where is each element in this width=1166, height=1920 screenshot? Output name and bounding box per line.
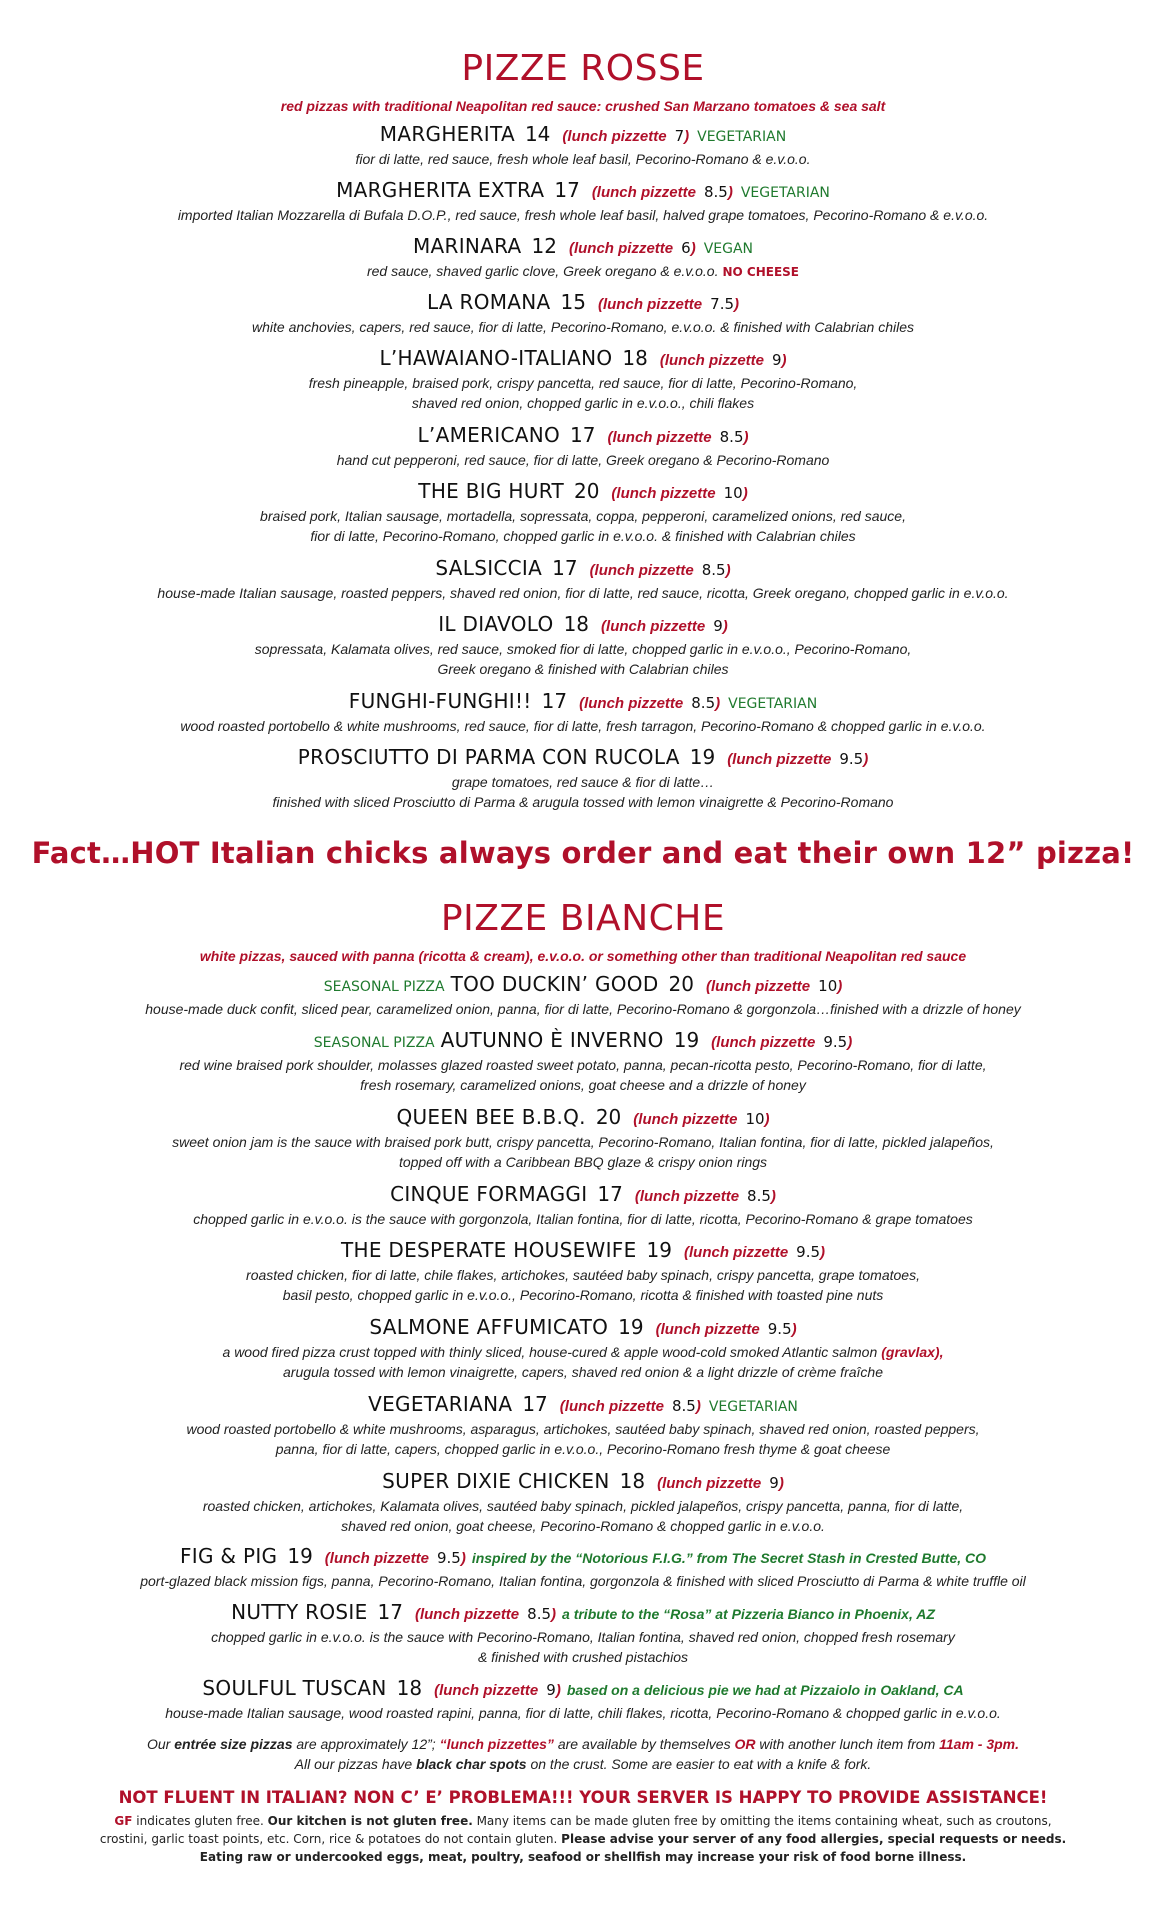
footer-text: are available by themselves [553,1736,735,1752]
lunch-pizzette [590,556,731,580]
menu-item-title [0,745,1166,769]
lunch-close: ) [770,1188,776,1205]
lunch-label: (lunch pizzette [559,1398,664,1415]
description-text: house-made Italian sausage, roasted peppers, shaved red onion, fior di latte, red sauce, ricotta, Greek oregano, chopped garlic in e.v.o.o. [157,585,1009,601]
lunch-label: (lunch pizzette [579,695,684,712]
item-description [0,1627,1166,1647]
lunch-price: 8.5 [671,1397,696,1415]
lunch-pizzette [325,1544,466,1568]
item-description [0,1285,1166,1305]
description-text: a wood fired pizza crust topped with thinly sliced, house-cured & apple wood-cold smoked Atlantic salmon [222,1344,878,1360]
inspiration-note: inspired by the “Notorious F.I.G.” from The Secret Stash in Crested Butte, CO [471,1550,987,1566]
menu-item-title [0,972,1166,996]
lunch-pizzette [415,1600,556,1624]
lunch-label: (lunch pizzette [414,1606,520,1623]
menu-item-title [0,556,1166,580]
menu-item-title [0,1392,1166,1416]
fine-emphasis: Please advise your server of any food allergies, special requests or needs. [561,1832,1067,1846]
lunch-label: (lunch pizzette [568,240,674,257]
item-name: AUTUNNO È INVERNO [440,1028,664,1052]
item-name: L’HAWAIANO-ITALIANO [379,346,613,370]
item-name: CINQUE FORMAGGI [390,1182,588,1206]
description-text: sopressata, Kalamata olives, red sauce, smoked fior di latte, chopped garlic in e.v.o.o., Pecorino-Romano, [254,641,912,657]
item-description [0,1342,1166,1362]
lunch-close: ) [791,1321,797,1338]
item-description [0,393,1166,413]
description-text: house-made duck confit, sliced pear, caramelized onion, panna, fior di latte, Pecorino-Romano & gorgonzola…finished with a drizzle of honey [145,1001,1021,1017]
description-text: fresh rosemary, caramelized onions, goat cheese and a drizzle of honey [360,1077,806,1093]
item-description [0,261,1166,282]
menu-item-title [0,1028,1166,1052]
lunch-label: (lunch pizzette [611,485,716,502]
lunch-label: (lunch pizzette [727,751,832,768]
menu-item-title [0,612,1166,636]
item-name: SALMONE AFFUMICATO [369,1315,609,1339]
diet-tag: VEGAN [703,241,754,257]
footer-emphasis-red: 11am - 3pm. [939,1736,1020,1752]
item-description [0,1055,1166,1075]
inspiration-note: a tribute to the “Rosa” at Pizzeria Bianco in Phoenix, AZ [562,1606,935,1622]
item-price: 17 [377,1600,403,1624]
fine-text: Many items can be made gluten free by omitting the items containing wheat, such as croutons, [472,1814,1052,1828]
section-subtitle-rosse: red pizzas with traditional Neapolitan red sauce: crushed San Marzano tomatoes & sea salt [280,98,886,114]
item-name: SALSICCIA [435,556,543,580]
lunch-label: (lunch pizzette [597,296,703,313]
item-description [0,792,1166,812]
menu-item-title [0,122,1166,146]
description-text: port-glazed black mission figs, panna, Pecorino-Romano, Italian fontina, gorgonzola & finished with sliced Prosciutto di Parma & white truffle oil [140,1573,1026,1589]
footer-text: are approximately 12”; [292,1736,440,1752]
lunch-close: ) [727,184,733,201]
item-name: NUTTY ROSIE [231,1600,368,1624]
lunch-pizzette [560,1392,701,1416]
menu-item-title [0,290,1166,314]
item-description [0,1439,1166,1459]
gluten-notice-line-2 [0,1830,1166,1848]
footer-line-2 [0,1756,1166,1772]
lunch-price: 6 [681,239,691,257]
lunch-price: 8.5 [527,1605,552,1623]
item-price: 19 [287,1544,313,1568]
lunch-close: ) [863,751,869,768]
lunch-label: (lunch pizzette [684,1244,789,1261]
item-description [0,149,1166,169]
seasonal-tag: SEASONAL PIZZA [313,1035,435,1051]
item-name: IL DIAVOLO [438,612,554,636]
lunch-close: ) [555,1682,561,1699]
lunch-label: (lunch pizzette [634,1188,740,1205]
item-description [0,1496,1166,1516]
description-text: fior di latte, red sauce, fresh whole leaf basil, Pecorino-Romano & e.v.o.o. [355,151,811,167]
lunch-price: 8.5 [719,428,744,446]
item-description [0,659,1166,679]
item-price: 19 [673,1028,700,1052]
section-subtitle-bianche: white pizzas, sauced with panna (ricotta & cream), e.v.o.o. or something other than traditional Neapolitan red sauce [199,948,967,964]
item-name: THE BIG HURT [418,479,564,503]
description-text: wood roasted portobello & white mushrooms, red sauce, fior di latte, fresh tarragon, Pecorino-Romano & chopped garlic in e.v.o.o. [180,718,986,734]
description-text: braised pork, Italian sausage, mortadella, sopressata, coppa, pepperoni, caramelized onions, red sauce, [260,508,906,524]
description-text: sweet onion jam is the sauce with braised pork butt, crispy pancetta, Pecorino-Romano, Italian fontina, fior di latte, pickled jalapeños, [172,1134,994,1150]
item-name: SUPER DIXIE CHICKEN [382,1469,610,1493]
item-price: 17 [554,178,580,202]
inspiration-note: based on a delicious pie we had at Pizzaiolo in Oakland, CA [566,1682,964,1698]
item-price: 17 [522,1392,548,1416]
item-name: PROSCIUTTO DI PARMA CON RUCOLA [297,745,680,769]
menu-item-title [0,1469,1166,1493]
item-name: QUEEN BEE B.B.Q. [396,1105,586,1129]
item-price: 20 [573,479,600,503]
lunch-price: 9 [713,617,723,635]
description-text: red sauce, shaved garlic clove, Greek oregano & e.v.o.o. [366,263,719,279]
description-text: finished with sliced Prosciutto di Parma & arugula tossed with lemon vinaigrette & Pecorino-Romano [272,794,894,810]
lunch-pizzette [579,689,720,713]
description-text: chopped garlic in e.v.o.o. is the sauce with Pecorino-Romano, Italian fontina, shaved red onion, chopped fresh rosemary [211,1629,955,1645]
item-description [0,506,1166,526]
lunch-label: (lunch pizzette [657,1475,762,1492]
fine-emphasis: Eating raw or undercooked eggs, meat, poultry, seafood or shellfish may increase your risk of food borne illness. [199,1850,967,1864]
description-text: imported Italian Mozzarella di Bufala D.O.P., red sauce, fresh whole leaf basil, halved grape tomatoes, Pecorino-Romano & e.v.o.o. [177,207,989,223]
lunch-pizzette [706,972,842,996]
item-price: 18 [619,1469,646,1493]
item-description [0,1571,1166,1591]
item-description [0,639,1166,659]
item-price: 17 [597,1182,623,1206]
description-text: roasted chicken, artichokes, Kalamata olives, sautéed baby spinach, pickled jalapeños, crispy pancetta, panna, fior di latte, [202,1498,964,1514]
lunch-label: (lunch pizzette [324,1550,429,1567]
menu-item-title [0,423,1166,447]
lunch-close: ) [715,695,721,712]
description-note: (gravlax), [881,1344,944,1360]
lunch-price: 8.5 [703,183,728,201]
footer-text: All our pizzas have [294,1756,417,1772]
footer-line-1 [0,1736,1166,1752]
description-text: roasted chicken, fior di latte, chile flakes, artichokes, sautéed baby spinach, crispy pancetta, grape tomatoes, [246,1267,920,1283]
description-text: hand cut pepperoni, red sauce, fior di latte, Greek oregano & Pecorino-Romano [336,452,830,468]
lunch-pizzette [569,234,696,258]
lunch-pizzette [592,178,733,202]
item-description [0,583,1166,603]
item-price: 17 [570,423,596,447]
lunch-close: ) [460,1550,466,1567]
menu-item-title [0,1600,1166,1624]
description-text: shaved red onion, chopped garlic in e.v.o.o., chili flakes [411,395,755,411]
fine-text: crostini, garlic toast points, etc. Corn, rice & potatoes do not contain gluten. [99,1832,562,1846]
lunch-close: ) [684,128,690,145]
description-text: white anchovies, capers, red sauce, fior di latte, Pecorino-Romano, e.v.o.o. & finished with Calabrian chiles [252,319,914,335]
item-description [0,317,1166,337]
lunch-price: 9 [546,1681,556,1699]
lunch-price: 10 [818,977,838,995]
description-text: red wine braised pork shoulder, molasses glazed roasted sweet potato, panna, pecan-ricotta pesto, Pecorino-Romano, fior di latte, [179,1057,987,1073]
lunch-label: (lunch pizzette [655,1321,760,1338]
lunch-pizzette [633,1105,769,1129]
footer-text: on the crust. Some are easier to eat with a knife & fork. [526,1756,872,1772]
lunch-label: (lunch pizzette [659,352,764,369]
item-description [0,1152,1166,1172]
lunch-price: 9.5 [436,1549,461,1567]
menu-item-title [0,346,1166,370]
diet-tag: VEGETARIAN [697,129,787,145]
lunch-price: 8.5 [747,1187,771,1205]
lunch-price: 10 [745,1110,765,1128]
section-title-bianche: PIZZE BIANCHE [440,898,726,939]
lunch-close: ) [742,485,748,502]
description-text: Greek oregano & finished with Calabrian chiles [437,661,729,677]
item-price: 20 [668,972,694,996]
lunch-pizzette [434,1676,561,1700]
lunch-price: 8.5 [691,694,716,712]
item-description [0,526,1166,546]
lunch-label: (lunch pizzette [591,184,696,201]
fine-text: indicates gluten free. [132,1814,268,1828]
lunch-price: 8.5 [701,561,726,579]
lunch-pizzette [598,290,739,314]
lunch-price: 7.5 [710,295,735,313]
footer-emphasis-red: OR [734,1736,756,1752]
lunch-pizzette [657,1469,784,1493]
lunch-close: ) [781,352,787,369]
lunch-close: ) [820,1244,826,1261]
description-text: arugula tossed with lemon vinaigrette, capers, shaved red onion & a light drizzle of crème fraîche [283,1364,883,1380]
item-description [0,1362,1166,1382]
lunch-price: 9.5 [839,750,864,768]
item-name: TOO DUCKIN’ GOOD [450,972,659,996]
lunch-close: ) [778,1475,784,1492]
item-price: 15 [560,290,586,314]
item-name: SOULFUL TUSCAN [202,1676,387,1700]
item-price: 18 [563,612,590,636]
item-description [0,716,1166,736]
item-price: 18 [396,1676,423,1700]
menu-item-title [0,234,1166,258]
lunch-close: ) [690,240,696,257]
lunch-close: ) [551,1606,557,1623]
lunch-close: ) [725,562,731,579]
lunch-close: ) [847,1034,853,1051]
menu-item-title [0,178,1166,202]
item-description [0,1209,1166,1229]
lunch-label: (lunch pizzette [589,562,694,579]
lunch-close: ) [722,618,728,635]
item-price: 14 [524,122,551,146]
lunch-close: ) [743,429,749,446]
item-price: 20 [595,1105,622,1129]
item-description [0,450,1166,470]
lunch-label: (lunch pizzette [434,1682,539,1699]
description-text: wood roasted portobello & white mushrooms, asparagus, artichokes, sautéed baby spinach, shaved red onion, roasted peppers, [186,1421,980,1437]
footer-text: Our [146,1736,175,1752]
footer-emphasis-red: “lunch pizzettes” [439,1736,554,1752]
assistance-banner: NOT FLUENT IN ITALIAN? NON C’ E’ PROBLEMA!!! YOUR SERVER IS HAPPY TO PROVIDE ASSISTANCE! [118,1788,1048,1807]
menu-item-title [0,689,1166,713]
item-description [0,1516,1166,1536]
fine-emphasis: Our kitchen is not gluten free. [267,1814,473,1828]
lunch-price: 7 [674,127,685,145]
diet-tag: VEGETARIAN [728,696,818,712]
item-price: 19 [646,1238,672,1262]
lunch-pizzette [635,1182,776,1206]
menu-item-title [0,1676,1166,1700]
lunch-pizzette [660,346,787,370]
item-name: LA ROMANA [426,290,551,314]
item-description [0,1419,1166,1439]
lunch-pizzette [656,1315,797,1339]
item-name: MARGHERITA [379,122,515,146]
description-text: basil pesto, chopped garlic in e.v.o.o., Pecorino-Romano, ricotta & finished with toasted pine nuts [282,1287,884,1303]
lunch-price: 9.5 [767,1320,792,1338]
lunch-pizzette [562,122,689,146]
lunch-pizzette [684,1238,825,1262]
item-price: 19 [689,745,716,769]
menu-item-title [0,1182,1166,1206]
item-name: MARINARA [412,234,522,258]
lunch-pizzette [601,612,728,636]
food-safety-notice [0,1848,1166,1866]
item-description [0,205,1166,225]
description-text: panna, fior di latte, capers, chopped garlic in e.v.o.o., Pecorino-Romano fresh thyme & goat cheese [275,1441,891,1457]
description-text: fresh pineapple, braised pork, crispy pancetta, red sauce, fior di latte, Pecorino-Romano, [308,375,858,391]
lunch-label: (lunch pizzette [607,429,712,446]
footer-text: with another lunch item from [755,1736,940,1752]
item-name: MARGHERITA EXTRA [336,178,545,202]
menu-item-title [0,1315,1166,1339]
gf-label: GF [114,1814,133,1828]
lunch-close: ) [764,1111,770,1128]
menu-item-title [0,1105,1166,1129]
item-description [0,1703,1166,1723]
lunch-label: (lunch pizzette [711,1034,816,1051]
menu-item-title [0,1544,1166,1568]
lunch-price: 9 [772,351,782,369]
description-text: chopped garlic in e.v.o.o. is the sauce with gorgonzola, Italian fontina, fior di latte, ricotta, Pecorino-Romano & grape tomatoes [193,1211,973,1227]
item-description [0,1075,1166,1095]
item-description [0,772,1166,792]
item-price: 17 [552,556,578,580]
description-text: shaved red onion, goat cheese, Pecorino-Romano & chopped garlic in e.v.o.o. [341,1518,825,1534]
section-title-rosse: PIZZE ROSSE [461,48,705,89]
diet-tag: VEGETARIAN [708,1399,798,1415]
item-price: 19 [618,1315,644,1339]
lunch-pizzette [711,1028,852,1052]
footer-emphasis: black char spots [416,1756,527,1772]
item-price: 17 [541,689,568,713]
item-name: VEGETARIANA [368,1392,513,1416]
lunch-price: 9.5 [796,1243,821,1261]
item-description [0,999,1166,1019]
description-text: fior di latte, Pecorino-Romano, chopped garlic in e.v.o.o. & finished with Calabrian chiles [310,528,856,544]
lunch-price: 9 [769,1474,779,1492]
seasonal-tag: SEASONAL PIZZA [323,979,445,995]
gluten-notice-line-1 [0,1812,1166,1830]
lunch-label: (lunch pizzette [705,978,811,995]
item-description [0,1647,1166,1667]
item-name: FUNGHI-FUNGHI!! [348,689,532,713]
item-description [0,373,1166,393]
description-text: topped off with a Caribbean BBQ glaze & crispy onion rings [398,1154,768,1170]
lunch-pizzette [607,423,748,447]
description-text: & finished with crushed pistachios [477,1649,689,1665]
item-name: L’AMERICANO [417,423,561,447]
lunch-close: ) [695,1398,701,1415]
description-text: grape tomatoes, red sauce & fior di latte… [451,774,715,790]
fact-banner: Fact…HOT Italian chicks always order and eat their own 12” pizza! [31,836,1135,870]
diet-tag: VEGETARIAN [740,185,830,201]
item-price: 12 [531,234,557,258]
item-description [0,1265,1166,1285]
item-name: FIG & PIG [179,1544,278,1568]
item-price: 18 [622,346,648,370]
description-text: house-made Italian sausage, wood roasted rapini, panna, fior di latte, chili flakes, ricotta, Pecorino-Romano & chopped garlic in e.v.o.o. [165,1705,1001,1721]
lunch-close: ) [837,978,843,995]
menu-item-title [0,1238,1166,1262]
lunch-pizzette [611,479,747,503]
item-description [0,1132,1166,1152]
lunch-close: ) [734,296,740,313]
lunch-pizzette [727,745,868,769]
lunch-label: (lunch pizzette [633,1111,738,1128]
lunch-price: 10 [723,484,743,502]
item-name: THE DESPERATE HOUSEWIFE [340,1238,637,1262]
lunch-price: 9.5 [823,1033,848,1051]
menu-item-title [0,479,1166,503]
lunch-label: (lunch pizzette [601,618,706,635]
description-note: NO CHEESE [722,265,799,279]
lunch-label: (lunch pizzette [562,128,667,145]
footer-emphasis: entrée size pizzas [174,1736,293,1752]
